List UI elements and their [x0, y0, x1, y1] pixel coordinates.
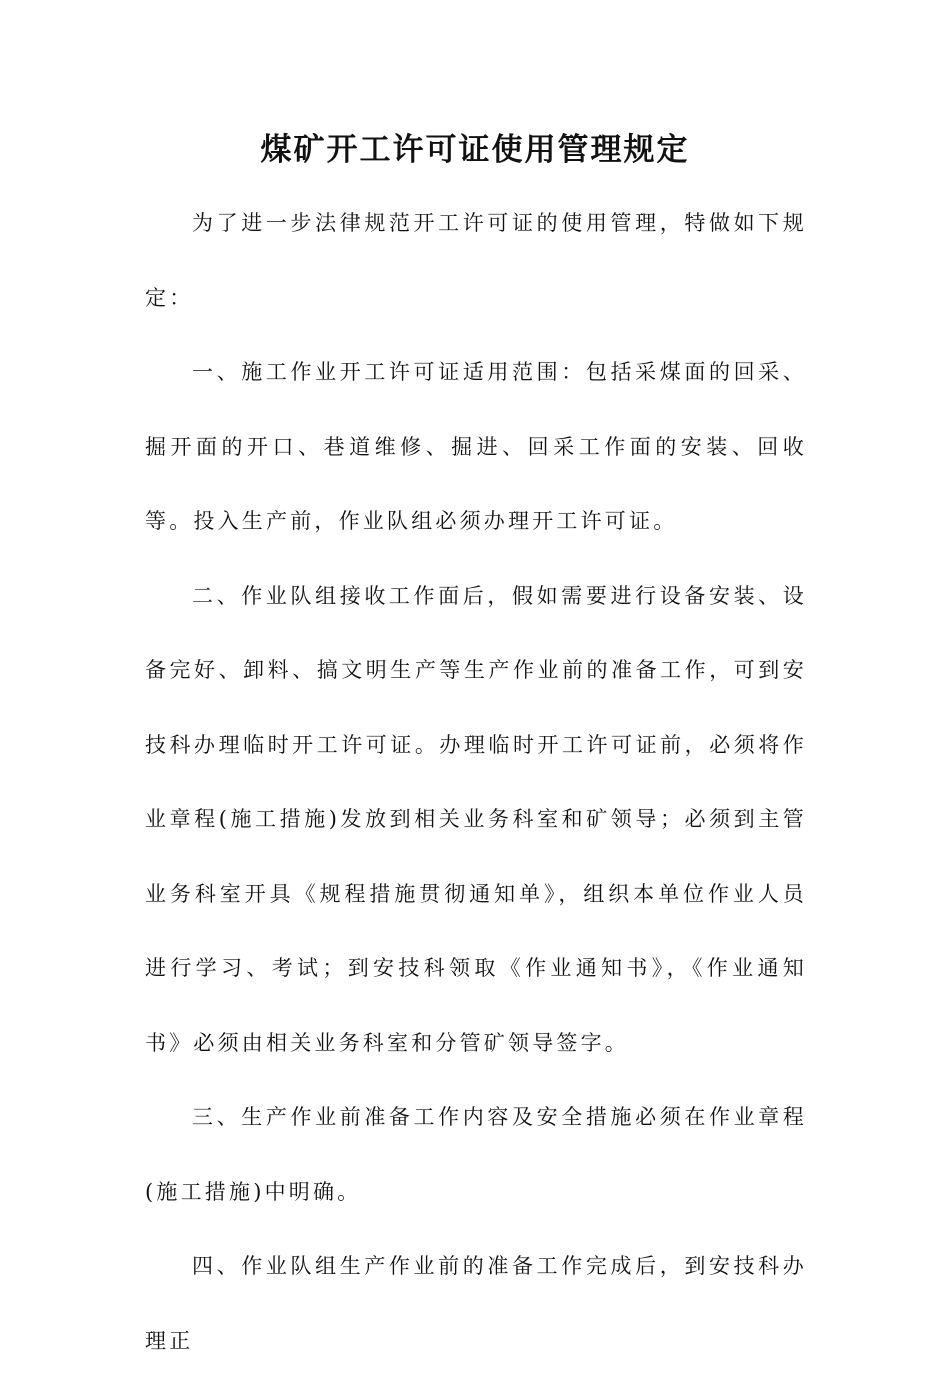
paragraph-section-4: 四、作业队组生产作业前的准备工作完成后，到安技科办理正: [145, 1254, 807, 1353]
paragraph-section-3: 三、生产作业前准备工作内容及安全措施必须在作业章程(施工措施)中明确。: [145, 1105, 807, 1204]
paragraph-section-2: 二、作业队组接收工作面后，假如需要进行设备安装、设备完好、卸料、搞文明生产等生产作业前的准备工作，可到安技科办理临时开工许可证。办理临时开工许可证前，必须将作业章程(施工措施)发放到相关业务科室和矿领导；必须到主管业务科室开具《规程措施贯彻通知单》，组织本单位作业人员进行学习、考试；到安技科领取《作业通知书》，《作业通知书》必须由相关业务科室和分管矿领导签字。: [145, 583, 807, 1055]
document-title: 煤矿开工许可证使用管理规定: [260, 132, 690, 168]
paragraph-section-1: 一、施工作业开工许可证适用范围：包括采煤面的回采、掘开面的开口、巷道维修、掘进、回采工作面的安装、回收等。投入生产前，作业队组必须办理开工许可证。: [145, 360, 807, 533]
document-body: [145, 186, 807, 1378]
paragraph-intro: 为了进一步法律规范开工许可证的使用管理，特做如下规定：: [145, 211, 807, 310]
